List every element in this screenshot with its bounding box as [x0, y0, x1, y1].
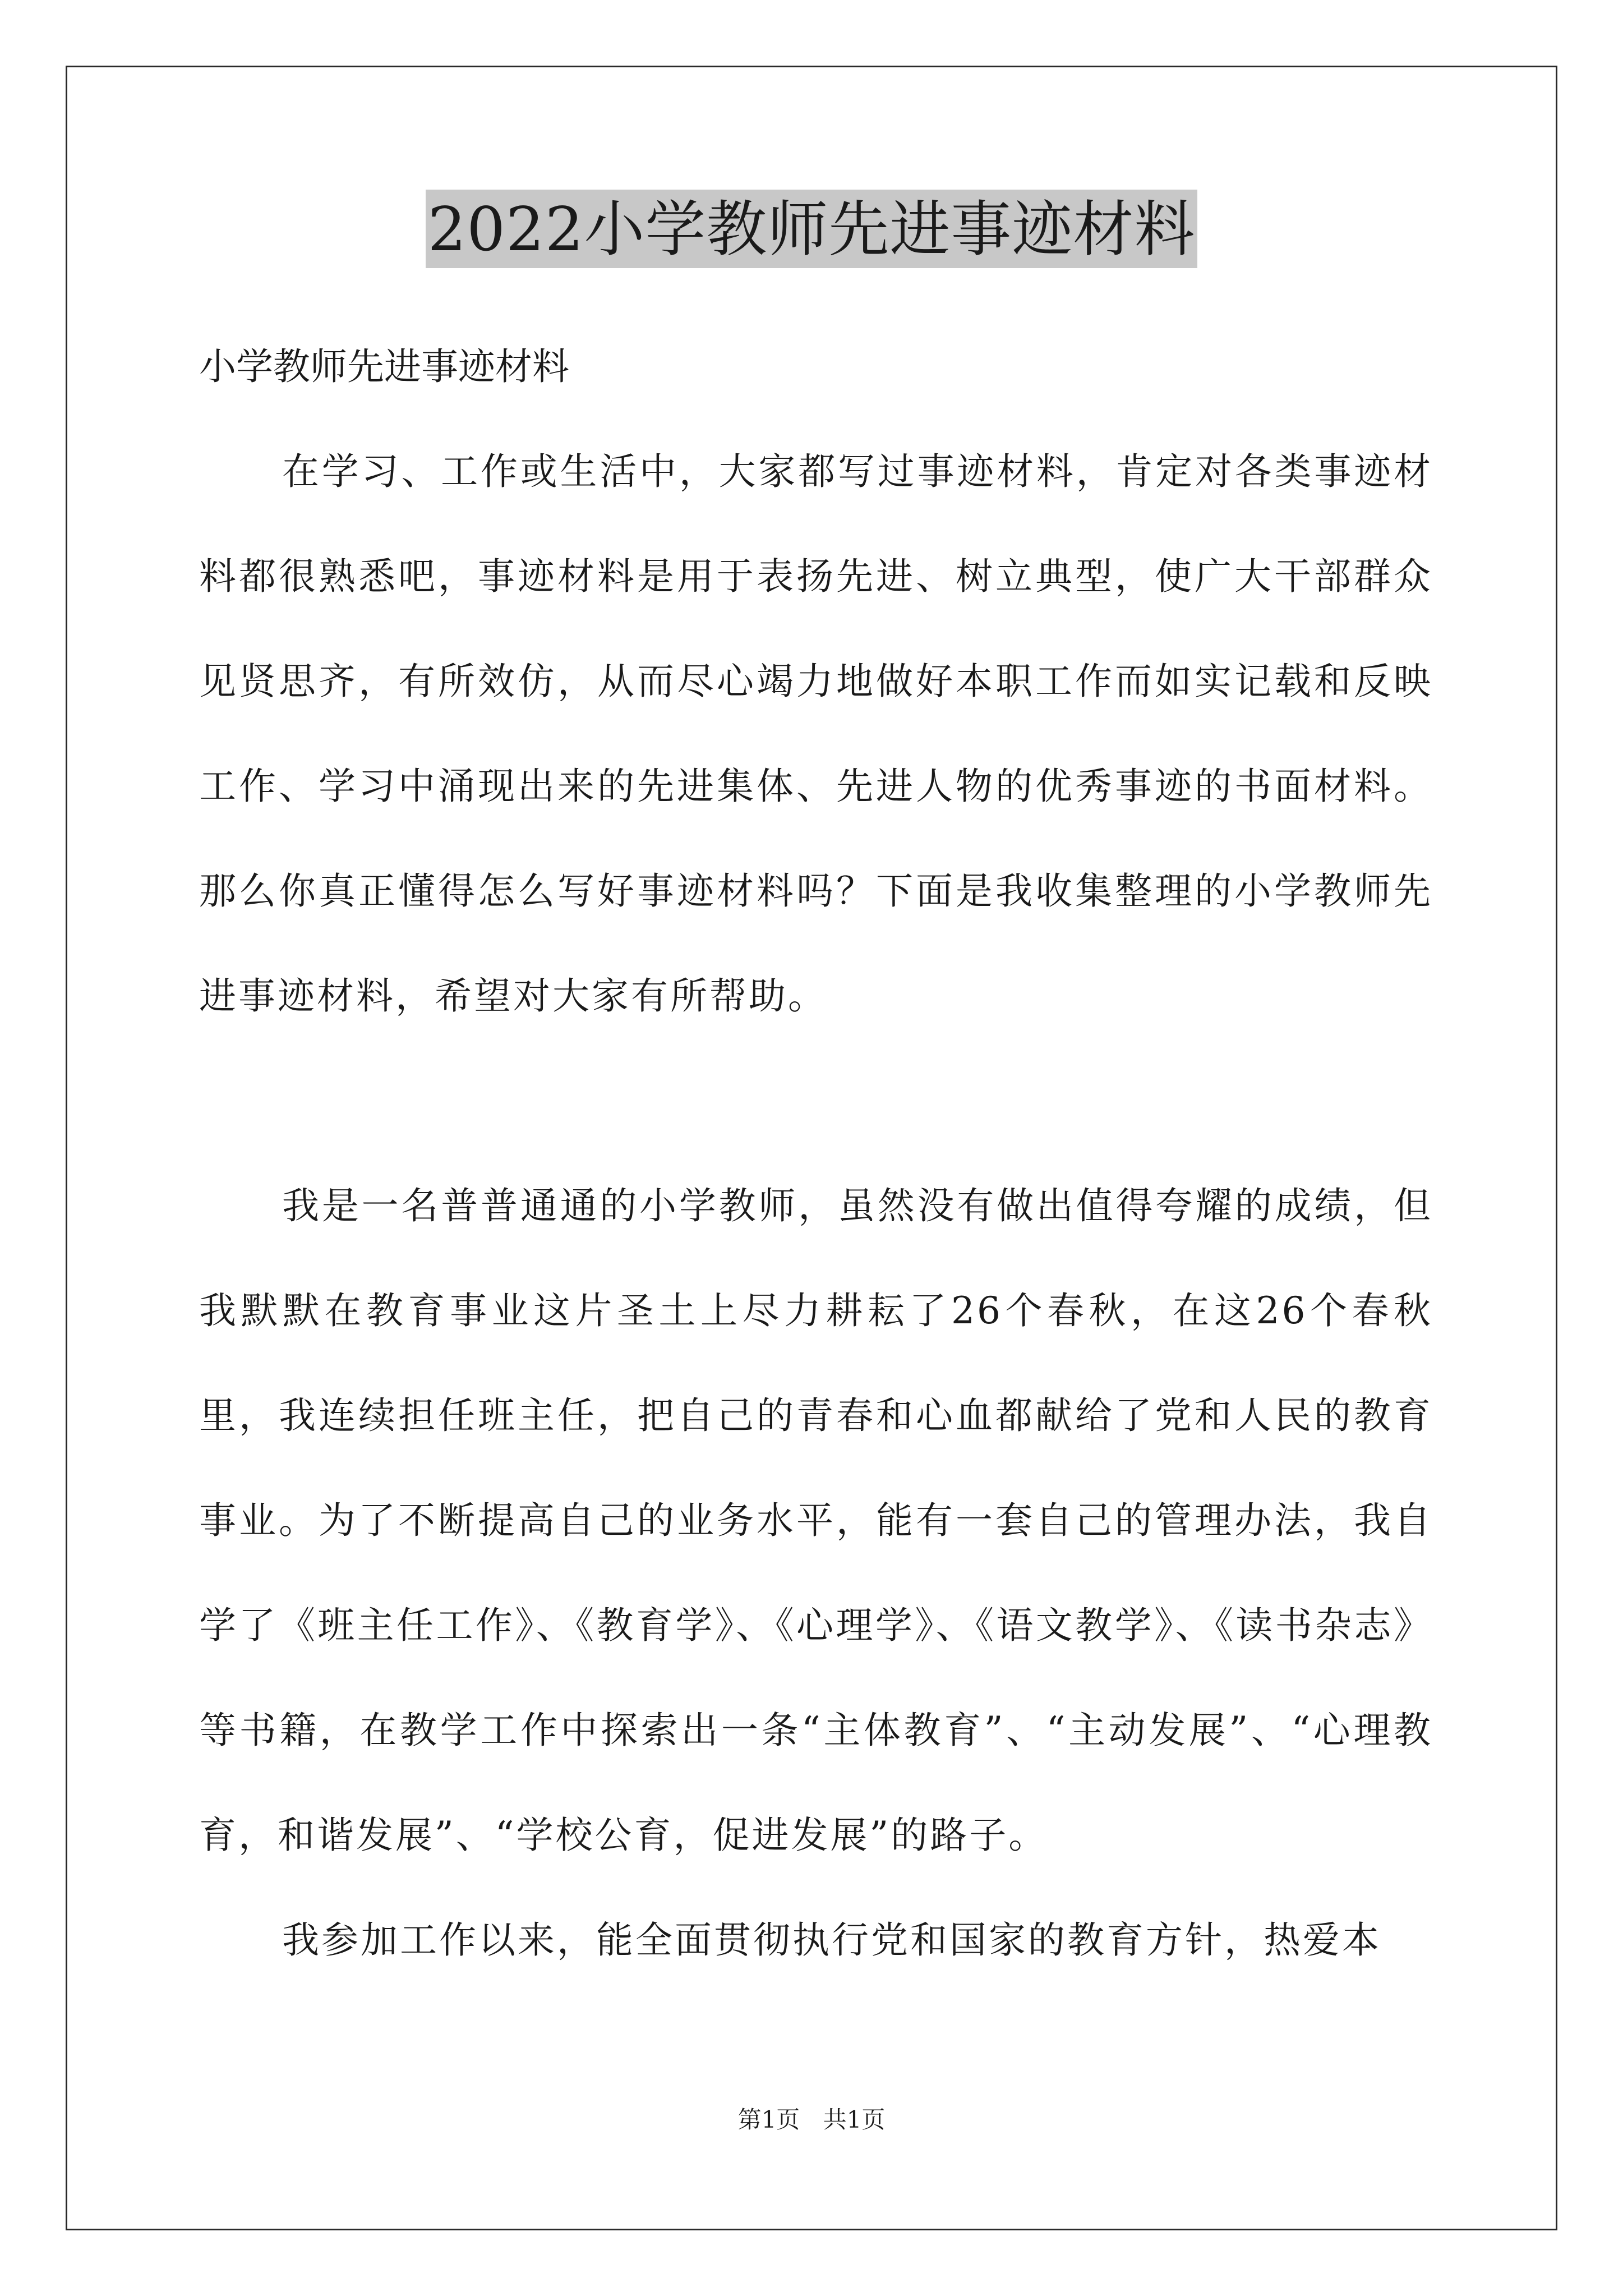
paragraph-experience: 我是一名普普通通的小学教师，虽然没有做出值得夸耀的成绩，但我默默在教育事业这片圣土上尽力耕耘了26个春秋，在这26个春秋里，我连续担任班主任，把自己的青春和心血都献给了党和人民的教育事业。为了不断提高自己的业务水平，能有一套自己的管理办法，我自学了《班主任工作》、《教育学》、《心理学》、《语文教学》、《读书杂志》等书籍，在教学工作中探索出一条“主体教育”、“主动发展”、“心理教育，和谐发展”、“学校公育，促进发展”的路子。 [199, 1184, 1433, 1857]
document-body [199, 314, 1433, 1993]
paragraph-spacer [199, 1048, 1433, 1153]
page-number: 第1页 [737, 2106, 800, 2133]
document-subtitle: 小学教师先进事迹材料 [199, 345, 569, 388]
paragraph-intro: 在学习、工作或生活中，大家都写过事迹材料，肯定对各类事迹材料都很熟悉吧，事迹材料是用于表扬先进、树立典型，使广大干部群众见贤思齐，有所效仿，从而尽心竭力地做好本职工作而如实记载和反映工作、学习中涌现出来的先进集体、先进人物的优秀事迹的书面材料。那么你真正懂得怎么写好事迹材料吗？下面是我收集整理的小学教师先进事迹材料，希望对大家有所帮助。 [199, 450, 1433, 1018]
document-title [0, 190, 1623, 268]
document-title-text: 2022小学教师先进事迹材料 [426, 190, 1198, 268]
page-footer [0, 2108, 1623, 2132]
paragraph-continuation: 我参加工作以来，能全面贯彻执行党和国家的教育方针，热爱本 [282, 1918, 1381, 1962]
page-total: 共1页 [823, 2106, 886, 2133]
